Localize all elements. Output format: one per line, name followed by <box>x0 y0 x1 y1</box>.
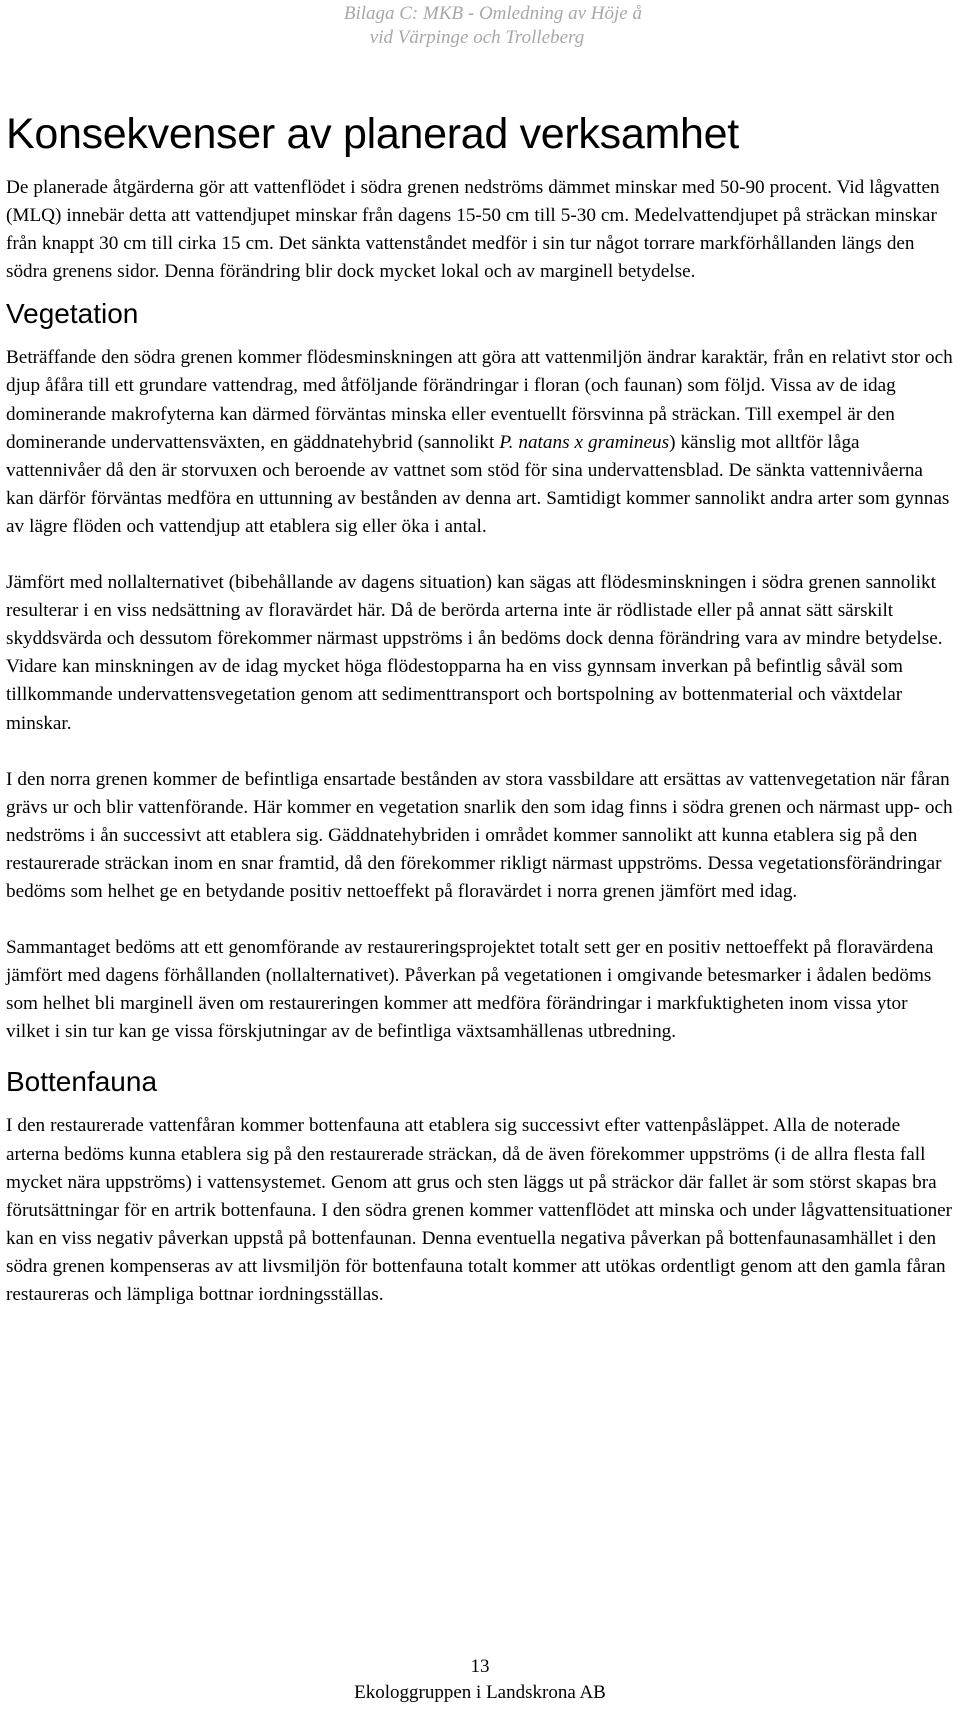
vegetation-paragraph-3: I den norra grenen kommer de befintliga ensartade bestånden av stora vassbildare att ersättas av vattenvegetation när fåran grävs ur och blir vattenförande. Här kommer en vegetation snarlik den som idag finns i södra grenen och närmast upp- och nedströms i ån successivt att etablera sig. Gäddnatehybriden i området kommer sannolikt att kunna etablera sig på den restaurerade sträckan inom en snar framtid, då den förekommer rikligt närmast uppströms. Dessa vegetationsförändringar bedöms som helhet ge en betydande positiv nettoeffekt på floravärdet i norra grenen jämfört med idag. <box>6 768 953 902</box>
main-content <box>6 108 954 1309</box>
bottenfauna-paragraph-1: I den restaurerade vattenfåran kommer bottenfauna att etablera sig successivt efter vattenpåsläppet. Alla de noterade arterna bedöms kunna etablera sig på den restaurerade sträckan, då de även förekommer uppströms (i de allra flesta fall mycket nära uppströms) i vattensystemet. Genom att grus och sten läggs ut på sträckor där fallet är som störst skapas bra förutsättningar för en artrik bottenfauna. I den södra grenen kommer vattenflödet att minska och under lågvattensituationer kan en viss negativ påverkan uppstå på bottenfaunan. Denna eventuella negativa påverkan på bottenfaunasamhället i den södra grenen kompenseras av att livsmiljön för bottenfauna totalt kommer att utökas ordentligt genom att den gamla fåran restaureras och lämpliga bottnar iordningsställas. <box>6 1115 953 1305</box>
vegetation-paragraph-4: Sammantaget bedöms att ett genomförande av restaureringsprojektet totalt sett ger en positiv nettoeffekt på floravärdena jämfört med dagens förhållanden (nollalternativet). Påverkan på vegetationen i omgivande betesmarker i ådalen bedöms som helhet bli marginell även om restaureringen kommer att medföra förändringar i markfuktigheten inom vissa ytor vilket i sin tur kan ge vissa förskjutningar av de befintliga växtsamhällenas utbredning. <box>6 937 934 1043</box>
page-number: 13 <box>470 1656 490 1677</box>
vegetation-paragraph-1 <box>6 344 954 541</box>
running-header-line-1: Bilaga C: MKB - Omledning av Höje å <box>343 3 642 24</box>
page-title: Konsekvenser av planerad verksamhet <box>6 110 739 158</box>
vegetation-heading: Vegetation <box>6 298 139 330</box>
vegetation-paragraph-1-part-a: Beträffande den södra grenen kommer flödesminskningen att göra att vattenmiljön ändrar karaktär, från en relativt stor och djup åfåra till ett grundare vattendrag, med åtföljande förändringar i floran (och faunan) som följd. Vissa av de idag dominerande makrofyterna kan därmed förväntas minska eller eventuellt försvinna på sträckan. Till exempel är den dominerande undervattensväxten, en gäddnatehybrid (sannolikt <box>6 347 953 453</box>
species-name-italic: P. natans x gramineus <box>499 431 670 453</box>
running-header-line-2: vid Värpinge och Trolleberg <box>369 27 585 48</box>
bottenfauna-heading: Bottenfauna <box>6 1066 158 1098</box>
vegetation-paragraph-1-part-b: ) känslig mot alltför låga vattennivåer då den är storvuxen och beroende av vattnet som stöd för sina undervattensblad. De sänkta vattennivåerna kan därför förväntas medföra en uttunning av bestånden av denna art. Samtidigt kommer sannolikt andra arter som gynnas av lägre flöden och vattendjup att etablera sig eller öka i antal. <box>6 431 950 537</box>
intro-paragraph: De planerade åtgärderna gör att vattenflödet i södra grenen nedströms dämmet minskar med 50-90 procent. Vid lågvatten (MLQ) innebär detta att vattendjupet minskar från dagens 15-50 cm till 5-30 cm. Medelvattendjupet på sträckan minskar från knappt 30 cm till cirka 15 cm. Det sänkta vattenståndet medför i sin tur något torrare markförhållanden längs den södra grenens sidor. Denna förändring blir dock mycket lokal och av marginell betydelse. <box>6 177 940 283</box>
vegetation-paragraph-2: Jämfört med nollalternativet (bibehållande av dagens situation) kan sägas att flödesminskningen i södra grenen sannolikt resulterar i en viss nedsättning av floravärdet här. Då de berörda arterna inte är rödlistade eller på annat sätt särskilt skyddsvärda och dessutom förekommer närmast uppströms i ån bedöms dock denna förändring vara av mindre betydelse. Vidare kan minskningen av de idag mycket höga flödestopparna ha en viss gynnsam inverkan på befintlig såväl som tillkommande undervattensvegetation genom att sedimenttransport och bortspolning av bottenmaterial och växtdelar minskar. <box>6 572 943 734</box>
footer-organization: Ekologgruppen i Landskrona AB <box>354 1682 606 1703</box>
running-header <box>222 2 642 50</box>
